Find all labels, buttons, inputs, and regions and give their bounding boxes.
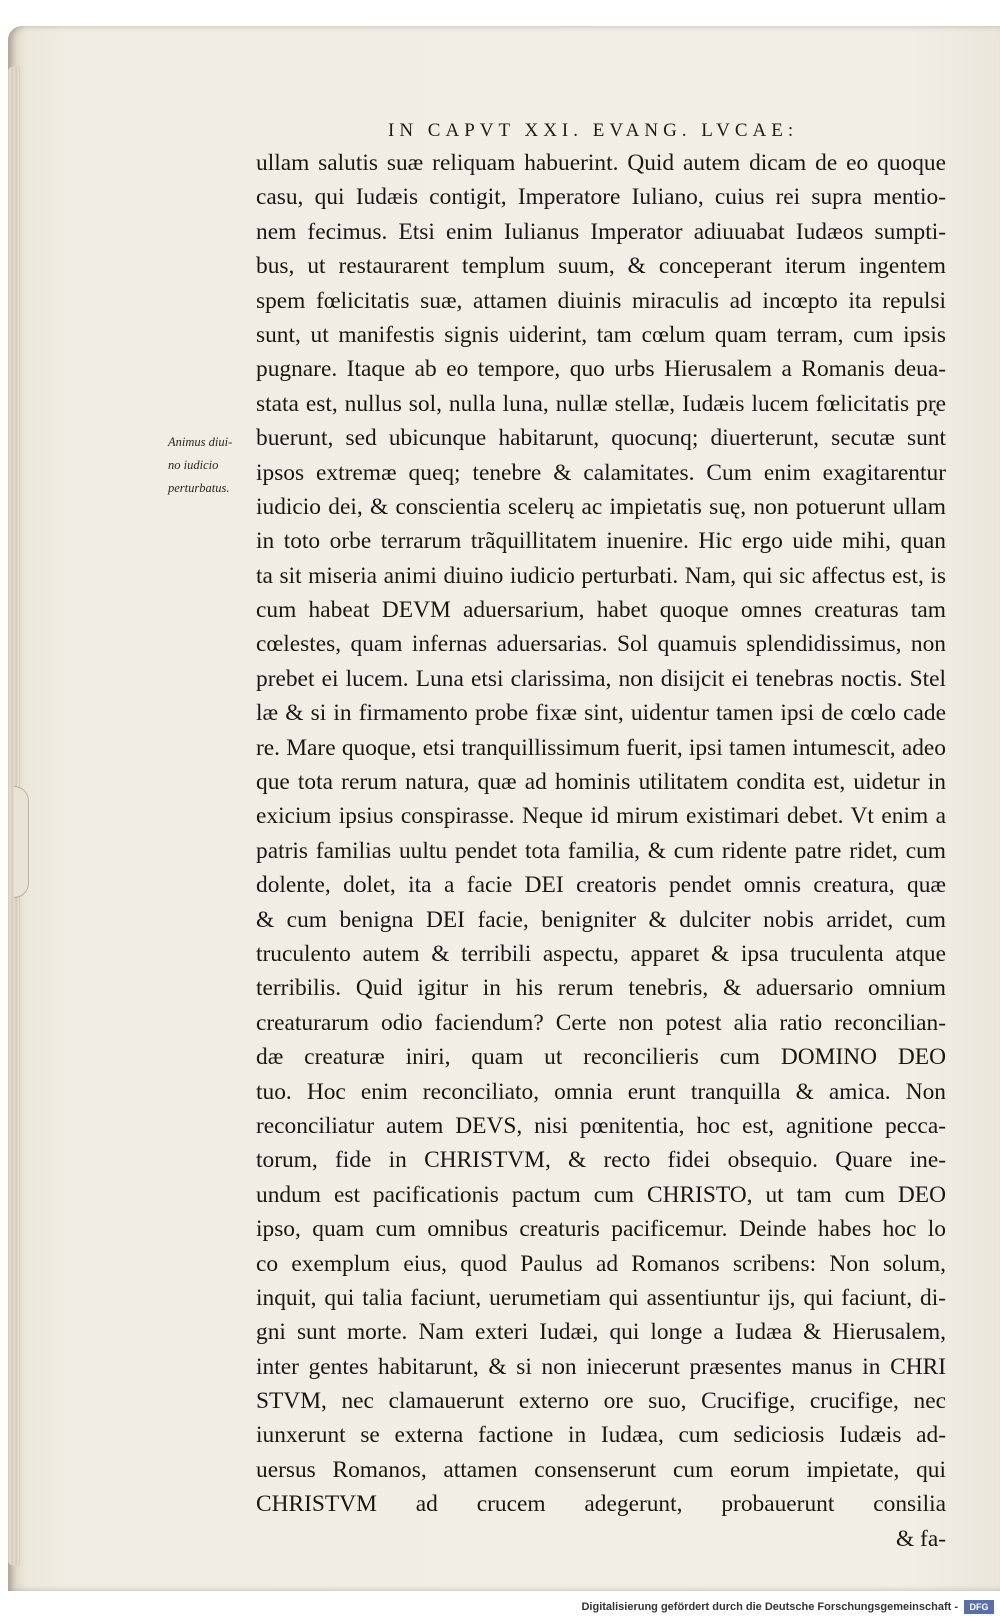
text-line: bus, ut restaurarent templum suum, & conceperant iterum ingentem [256, 253, 946, 280]
text-line: exicium ipsius conspirasse. Neque id mirum existimari debet. Vt enim a [256, 803, 946, 830]
running-header: IN CAPVT XXI. EVANG. LVCAE: [388, 120, 799, 141]
text-line: spem fœlicitatis suæ, attamen diuinis miraculis ad incœpto ita repulsi [256, 287, 946, 314]
text-line: que tota rerum natura, quæ ad hominis utilitatem condita est, uidetur in [256, 769, 946, 796]
text-line: ta sit miseria animi diuino iudicio perturbati. Nam, qui sic affectus est, is [256, 562, 946, 589]
text-line: STVM, nec clamauerunt externo ore suo, Crucifige, crucifige, nec [256, 1388, 946, 1415]
text-line: læ & si in firmamento probe fixæ sint, uidentur tamen ipsi de cœlo cade [256, 700, 946, 727]
digitization-credit: Digitalisierung gefördert durch die Deutsche Forschungsgemeinschaft - [581, 1601, 958, 1613]
text-line: patris familias uultu pendet tota familia, & cum ridente patre ridet, cum [256, 837, 946, 864]
text-line: uersus Romanos, attamen consenserunt cum eorum impietate, qui [256, 1456, 946, 1483]
text-line: buerunt, sed ubicunque habitarunt, quocunq; diuerterunt, secutæ sunt [256, 425, 946, 452]
text-line: stata est, nullus sol, nulla luna, nullæ stellæ, Iudæis lucem fœlicitatis pr̨e [256, 390, 946, 417]
text-line: dolente, dolet, ita a facie DEI creatoris pendet omnis creatura, quæ [256, 872, 946, 899]
text-line: & fa- [895, 1525, 946, 1552]
text-line: inquit, qui talia faciunt, uerumetiam qui assentiuntur ijs, qui faciunt, di- [256, 1284, 946, 1311]
margin-note [168, 431, 256, 500]
margin-note-line: perturbatus. [168, 481, 230, 495]
text-line: re. Mare quoque, etsi tranquillissimum fuerit, ipsi tamen intumescit, adeo [256, 734, 946, 761]
text-line: nem fecimus. Etsi enim Iulianus Imperator adiuuabat Iudæos sumpti- [256, 218, 946, 245]
text-line: truculento autem & terribili aspectu, apparet & ipsa truculenta atque [256, 940, 946, 967]
body-text [256, 146, 946, 1556]
text-line: ipsos extremæ queq; tenebre & calamitates. Cum enim exagitarentur [256, 459, 946, 486]
text-line: & cum benigna DEI facie, benigniter & dulciter nobis arridet, cum [256, 906, 946, 933]
text-line: cœlestes, quam infernas aduersarias. Sol quamuis splendidissimus, non [256, 631, 946, 658]
text-line: casu, qui Iudæis contigit, Imperatore Iuliano, cuius rei supra mentio- [256, 184, 946, 211]
text-line: creaturarum odio faciendum? Certe non potest alia ratio reconcilian- [256, 1009, 946, 1036]
text-line: reconciliatur autem DEVS, nisi pœnitentia, hoc est, agnitione pecca- [256, 1112, 946, 1139]
text-line: dæ creaturæ iniri, quam ut reconcilieris cum DOMINO DEO [256, 1044, 946, 1071]
text-line: pugnare. Itaque ab eo tempore, quo urbs Hierusalem a Romanis deua- [256, 356, 946, 383]
text-line: ipso, quam cum omnibus creaturis pacificemur. Deinde habes hoc lo [256, 1216, 946, 1243]
binding-clasp [14, 786, 29, 898]
text-line: inter gentes habitarunt, & si non iniecerunt præsentes manus in CHRI [256, 1353, 946, 1380]
text-line: undum est pacificationis pactum cum CHRISTO, ut tam cum DEO [256, 1181, 946, 1208]
margin-note-line: no iudicio [168, 458, 219, 472]
text-line: prebet ei lucem. Luna etsi clarissima, non disijcit ei tenebras noctis. Stel [256, 665, 946, 692]
text-line: terribilis. Quid igitur in his rerum tenebris, & aduersario omnium [256, 975, 946, 1002]
text-line: in toto orbe terrarum trãquillitatem inuenire. Hic ergo uide mihi, quan [256, 528, 946, 555]
text-line: CHRISTVM ad crucem adegerunt, probauerunt consilia [256, 1491, 946, 1518]
text-line: gni sunt morte. Nam exteri Iudæi, qui longe a Iudæa & Hierusalem, [256, 1319, 946, 1346]
text-line: cum habeat DEVM aduersarium, habet quoque omnes creaturas tam [256, 597, 946, 624]
dfg-logo: DFG [964, 1600, 994, 1614]
text-line: iudicio dei, & conscientia scelerų ac impietatis suę, non potuerunt ullam [256, 493, 946, 520]
footer-bar [0, 1596, 1000, 1621]
text-line: tuo. Hoc enim reconciliato, omnia erunt tranquilla & amica. Non [256, 1078, 946, 1105]
text-line: co exemplum eius, quod Paulus ad Romanos scribens: Non solum, [256, 1250, 946, 1277]
margin-note-line: Animus diui- [168, 435, 233, 449]
text-line: torum, fide in CHRISTVM, & recto fidei obsequio. Quare ine- [256, 1147, 946, 1174]
text-line: ullam salutis suæ reliquam habuerint. Quid autem dicam de eo quoque [256, 150, 946, 176]
text-line: iunxerunt se externa factione in Iudæa, cum sediciosis Iudæis ad- [256, 1422, 946, 1449]
text-line: sunt, ut manifestis signis uiderint, tam cœlum quam terram, cum ipsis [256, 321, 946, 348]
